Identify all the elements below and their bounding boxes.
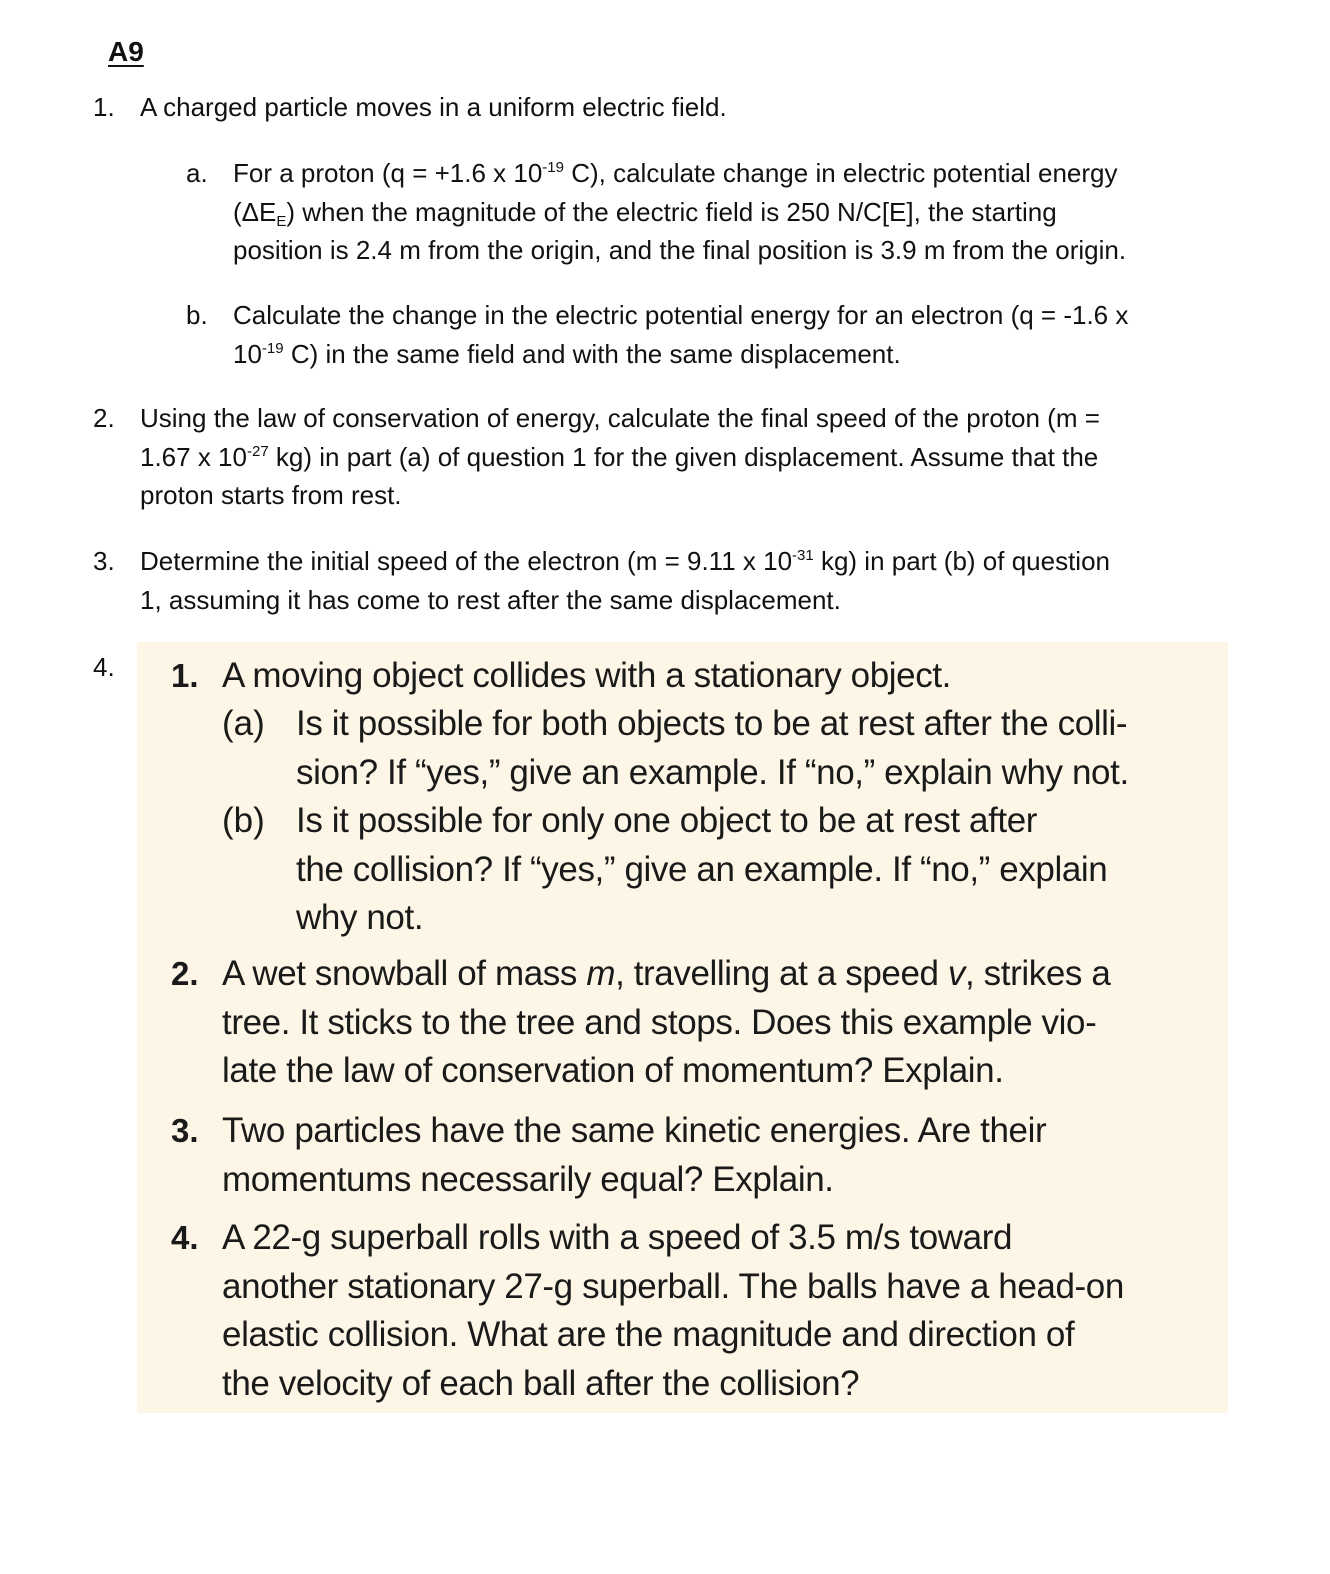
question-1b-label: b. bbox=[186, 300, 208, 330]
question-1b-text: Calculate the change in the electric potential energy for an electron (q = -1.6 x $10^{-19}$ C) in the same field and with the same displacement. bbox=[233, 300, 1129, 369]
book-item-4-text: A 22-g superball rolls with a speed of 3.5 m/s toward another stationary 27-g superball. The balls have a head-on elastic collision. What are the magnitude and direction of the velocity of each ball after the collision? bbox=[222, 1218, 1124, 1403]
book-item-1-number: 1. bbox=[171, 657, 199, 694]
question-1-text: A charged particle moves in a uniform electric field. bbox=[140, 92, 727, 122]
question-2-number: 2. bbox=[93, 403, 115, 433]
question-1a-label: a. bbox=[186, 158, 208, 188]
question-1a-text: For a proton (q = +1.6 x $10^{-19}$ C), calculate change in electric potential energy $(\Delta E_E)$ when the magnitude of the electric field is 250 N/C[E], the starting position is 2.4 m from the origin, and the final position is 3.9 m from the origin. bbox=[233, 158, 1127, 265]
book-item-2-text: A wet snowball of mass m, travelling at a speed v, strikes a tree. It sticks to the tree and stops. Does this example vio- late the law of conservation of momentum? Explain. bbox=[222, 954, 1111, 1090]
book-item-1a-label: (a) bbox=[222, 704, 265, 743]
book-item-1b-label: (b) bbox=[222, 801, 265, 840]
book-item-1-text: A moving object collides with a stationary object. bbox=[222, 656, 951, 695]
book-item-4-number: 4. bbox=[171, 1219, 199, 1256]
book-item-1b-text: Is it possible for only one object to be at rest after the collision? If “yes,” give an example. If “no,” explain why not. bbox=[296, 801, 1108, 937]
book-item-2-number: 2. bbox=[171, 955, 199, 992]
question-2-text: Using the law of conservation of energy, calculate the final speed of the proton (m = 1.67 x $10^{-27}$ kg) in part (a) of question 1 for the given displacement. Assume that the proton starts from rest. bbox=[140, 403, 1100, 510]
page-title: A9 bbox=[108, 36, 144, 67]
book-item-3-text: Two particles have the same kinetic energies. Are their momentums necessarily equal? Explain. bbox=[222, 1111, 1047, 1199]
book-item-1a-text: Is it possible for both objects to be at rest after the colli- sion? If “yes,” give an example. If “no,” explain why not. bbox=[296, 704, 1129, 792]
question-4-number: 4. bbox=[93, 652, 115, 682]
book-item-3-number: 3. bbox=[171, 1112, 199, 1149]
question-3-number: 3. bbox=[93, 546, 115, 576]
question-3-text: Determine the initial speed of the electron (m = 9.11 x $10^{-31}$ kg) in part (b) of question 1, assuming it has come to rest after the same displacement. bbox=[140, 546, 1110, 615]
question-1-number: 1. bbox=[93, 92, 115, 122]
